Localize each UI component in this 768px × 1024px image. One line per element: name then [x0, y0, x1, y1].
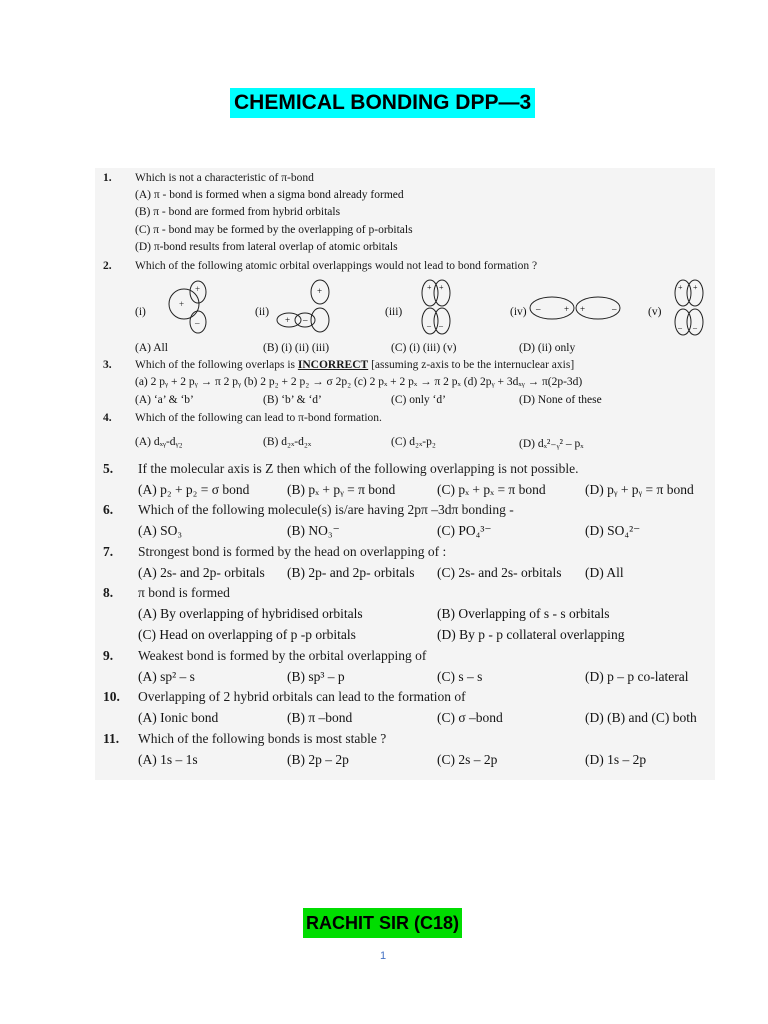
option-c: (C) π - bond may be formed by the overlapping of p-orbitals: [135, 224, 413, 236]
diagram-label-v: (v): [648, 306, 662, 318]
svg-text:+: +: [439, 283, 444, 292]
option-b: (B) Overlapping of s - s orbitals: [437, 606, 610, 621]
option-a: (A) SO₃: [138, 523, 183, 538]
option-b: (B) ‘b’ & ‘d’: [263, 394, 322, 406]
option-b: (B) (i) (ii) (iii): [263, 342, 330, 354]
orbital-overlap-diagram-iii: [413, 278, 459, 336]
option-b: (B) pₓ + pᵧ = π bond: [287, 482, 396, 497]
orbital-overlap-diagram-v: [669, 278, 709, 338]
question-text: π bond is formed: [138, 585, 230, 600]
option-c: (C) 2s- and 2s- orbitals: [437, 565, 562, 580]
question-number: 1.: [103, 172, 112, 184]
overlap-list: (a) 2 pᵧ + 2 pᵧ → π 2 pᵧ (b) 2 p₂ + 2 p₂ → σ 2p₂ (c) 2 pₓ + 2 pₓ → π 2 pₓ (d) 2pᵧ + 3dₓᵧ → π(2p-3d): [135, 376, 583, 388]
option-c: (C) Head on overlapping of p -p orbitals: [138, 627, 356, 642]
diagram-label-i: (i): [135, 306, 146, 318]
option-d: (D) By p - p collateral overlapping: [437, 627, 625, 642]
svg-text:–: –: [303, 315, 308, 325]
option-b: (B) π –bond: [287, 710, 353, 725]
option-d: (D) None of these: [519, 394, 602, 406]
question-number: 3.: [103, 359, 112, 371]
option-c: (C) pₓ + pₓ = π bond: [437, 482, 546, 497]
question-text: Strongest bond is formed by the head on overlapping of :: [138, 544, 447, 559]
option-a: (A) 2s- and 2p- orbitals: [138, 565, 265, 580]
question-number: 7.: [103, 544, 114, 559]
option-d: (D) SO₄²⁻: [585, 523, 641, 538]
svg-text:–: –: [439, 321, 443, 330]
option-c: (C) PO₄³⁻: [437, 523, 492, 538]
option-d: (D) p – p co-lateral: [585, 669, 689, 684]
question-number: 2.: [103, 260, 112, 272]
svg-text:–: –: [427, 321, 431, 330]
question-text: Which of the following can lead to π-bond formation.: [135, 412, 382, 424]
option-d: (D) (ii) only: [519, 342, 576, 354]
option-b: (B) NO₃⁻: [287, 523, 340, 538]
question-text: Weakest bond is formed by the orbital overlapping of: [138, 648, 427, 663]
option-a: (A) All: [135, 342, 168, 354]
option-d: (D) dₓ²₋ᵧ² – pₓ: [519, 438, 584, 450]
page-title: CHEMICAL BONDING DPP—3: [230, 88, 535, 118]
question-text: Which of the following atomic orbital overlappings would not lead to bond formation ?: [135, 260, 538, 272]
option-d: (D) pᵧ + pᵧ = π bond: [585, 482, 694, 497]
option-b: (B) 2p – 2p: [287, 752, 349, 767]
option-d: (D) π-bond results from lateral overlap of atomic orbitals: [135, 241, 398, 253]
svg-text:+: +: [564, 304, 570, 314]
svg-text:+: +: [427, 283, 432, 292]
svg-text:–: –: [195, 318, 200, 328]
question-number: 9.: [103, 648, 114, 663]
option-b: (B) sp³ – p: [287, 669, 345, 684]
svg-text:+: +: [317, 286, 323, 296]
diagram-label-iv: (iv): [510, 306, 527, 318]
question-text: Which of the following overlaps is: [135, 359, 298, 371]
option-a: (A) 1s – 1s: [138, 752, 198, 767]
option-c: (C) s – s: [437, 669, 483, 684]
question-number: 11.: [103, 731, 120, 746]
question-number: 4.: [103, 412, 112, 424]
question-text: Which is not a characteristic of π-bond: [135, 172, 314, 184]
option-a: (A) ‘a’ & ‘b’: [135, 394, 194, 406]
svg-text:–: –: [693, 323, 697, 332]
option-d: (D) (B) and (C) both: [585, 710, 697, 725]
diagram-label-ii: (ii): [255, 306, 270, 318]
option-d: (D) 1s – 2p: [585, 752, 647, 767]
question-emphasis: INCORRECT: [297, 359, 369, 371]
option-a: (A) p₂ + p₂ = σ bond: [138, 482, 250, 497]
question-number: 8.: [103, 585, 114, 600]
option-b: (B) π - bond are formed from hybrid orbitals: [135, 206, 341, 218]
svg-text:+: +: [195, 284, 201, 294]
question-sheet: [95, 168, 715, 780]
svg-text:+: +: [693, 283, 698, 292]
svg-text:–: –: [612, 304, 617, 314]
option-a: (A) sp² – s: [138, 669, 195, 684]
orbital-overlap-diagram-ii: [275, 276, 350, 338]
option-c: (C) 2s – 2p: [437, 752, 498, 767]
option-c: (C) (i) (iii) (v): [391, 342, 457, 354]
question-text: Overlapping of 2 hybrid orbitals can lead to the formation of: [138, 689, 466, 704]
question-text: Which of the following bonds is most stable ?: [138, 731, 387, 746]
question-number: 6.: [103, 502, 114, 517]
question-number: 5.: [103, 461, 114, 476]
question-text: If the molecular axis is Z then which of the following overlapping is not possible.: [138, 461, 579, 476]
option-d: (D) All: [585, 565, 624, 580]
orbital-overlap-diagram-iv: [528, 293, 623, 323]
question-text: Which of the following molecule(s) is/are having 2pπ –3dπ bonding -: [138, 502, 514, 517]
option-a: (A) Ionic bond: [138, 710, 219, 725]
option-b: (B) 2p- and 2p- orbitals: [287, 565, 415, 580]
option-a: (A) dₓᵧ-dᵧ₂: [135, 436, 183, 448]
option-c: (C) σ –bond: [437, 710, 503, 725]
diagram-label-iii: (iii): [385, 306, 403, 318]
question-text-tail: [assuming z-axis to be the internuclear axis]: [368, 359, 575, 371]
option-b: (B) d₂ₓ-d₂ₓ: [263, 436, 312, 448]
svg-text:–: –: [536, 304, 541, 314]
svg-text:–: –: [678, 323, 682, 332]
svg-text:+: +: [285, 315, 291, 325]
svg-text:+: +: [580, 304, 586, 314]
question-number: 10.: [103, 689, 120, 704]
option-c: (C) d₂ₓ-p₂: [391, 436, 436, 448]
author-footer: RACHIT SIR (C18): [303, 908, 462, 938]
svg-text:+: +: [678, 283, 683, 292]
option-a: (A) By overlapping of hybridised orbitals: [138, 606, 363, 621]
page-number: 1: [380, 950, 387, 962]
orbital-overlap-diagram-i: [160, 278, 220, 338]
svg-text:+: +: [179, 299, 185, 309]
option-a: (A) π - bond is formed when a sigma bond already formed: [135, 189, 404, 201]
option-c: (C) only ‘d’: [391, 394, 446, 406]
